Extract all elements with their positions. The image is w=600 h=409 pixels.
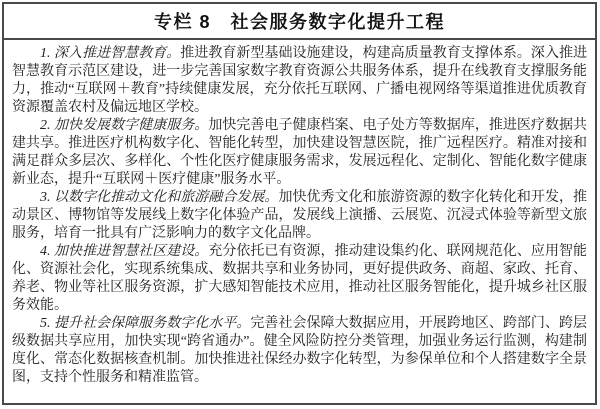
column-title: 专栏 8 社会服务数字化提升工程: [153, 12, 445, 32]
column-body: [4, 40, 595, 387]
paragraph-2-lead: 2. 加快发展数字健康服务。: [40, 118, 209, 133]
paragraph-4-text: 充分依托已有资源，推动建设集约化、联网规范化、应用智能化、资源社会化，实现系统集成、数据共享和业务协同，更好提供政务、商超、家政、托育、养老、物业等社区服务资源，扩大感知智能技术应用，推动社区服务智能化，提升城乡社区服务效能。: [12, 244, 588, 313]
policy-paragraph-4: [12, 243, 587, 315]
paragraph-2-text: 加快完善电子健康档案、电子处方等数据库，推进医疗数据共建共享。推进医疗机构数字化、智能化转型，加快建设智慧医院，推广远程医疗。精准对接和满足群众多层次、多样化、个性化医疗健康服务需求，发展远程化、定制化、智能化数字健康新业态，提升“互联网＋医疗健康”服务水平。: [12, 118, 588, 187]
column-header: [4, 4, 595, 40]
paragraph-3-text: 加快优秀文化和旅游资源的数字化转化和开发，推动景区、博物馆等发展线上数字化体验产品，发展线上演播、云展览、沉浸式体验等新型文旅服务，培育一批具有广泛影响力的数字文化品牌。: [12, 190, 588, 241]
column-box: [2, 2, 597, 405]
policy-paragraph-2: [12, 117, 587, 189]
paragraph-5-lead: 5. 提升社会保障服务数字化水平。: [40, 316, 251, 331]
policy-paragraph-5: [12, 315, 587, 387]
paragraph-3-lead: 3. 以数字化推动文化和旅游融合发展。: [40, 190, 279, 205]
paragraph-1-lead: 1. 深入推进智慧教育。: [40, 46, 181, 61]
paragraph-5-text: 完善社会保障大数据应用，开展跨地区、跨部门、跨层级数据共享应用，加快实现“跨省通办”。健全风险防控分类管理，加强业务运行监测，构建制度化、常态化数据核查机制。加快推进社保经办数字化转型，为参保单位和个人搭建数字全景图，支持个性服务和精准监管。: [12, 316, 588, 385]
paragraph-4-lead: 4. 加快推进智慧社区建设。: [40, 244, 209, 259]
policy-paragraph-3: [12, 189, 587, 243]
policy-paragraph-1: [12, 45, 587, 117]
paragraph-1-text: 推进教育新型基础设施建设，构建高质量教育支撑体系。深入推进智慧教育示范区建设，进一步完善国家数字教育资源公共服务体系，提升在线教育支撑服务能力，推动“互联网＋教育”持续健康发展，充分依托互联网、广播电视网络等渠道推进优质教育资源覆盖农村及偏远地区学校。: [12, 46, 588, 115]
